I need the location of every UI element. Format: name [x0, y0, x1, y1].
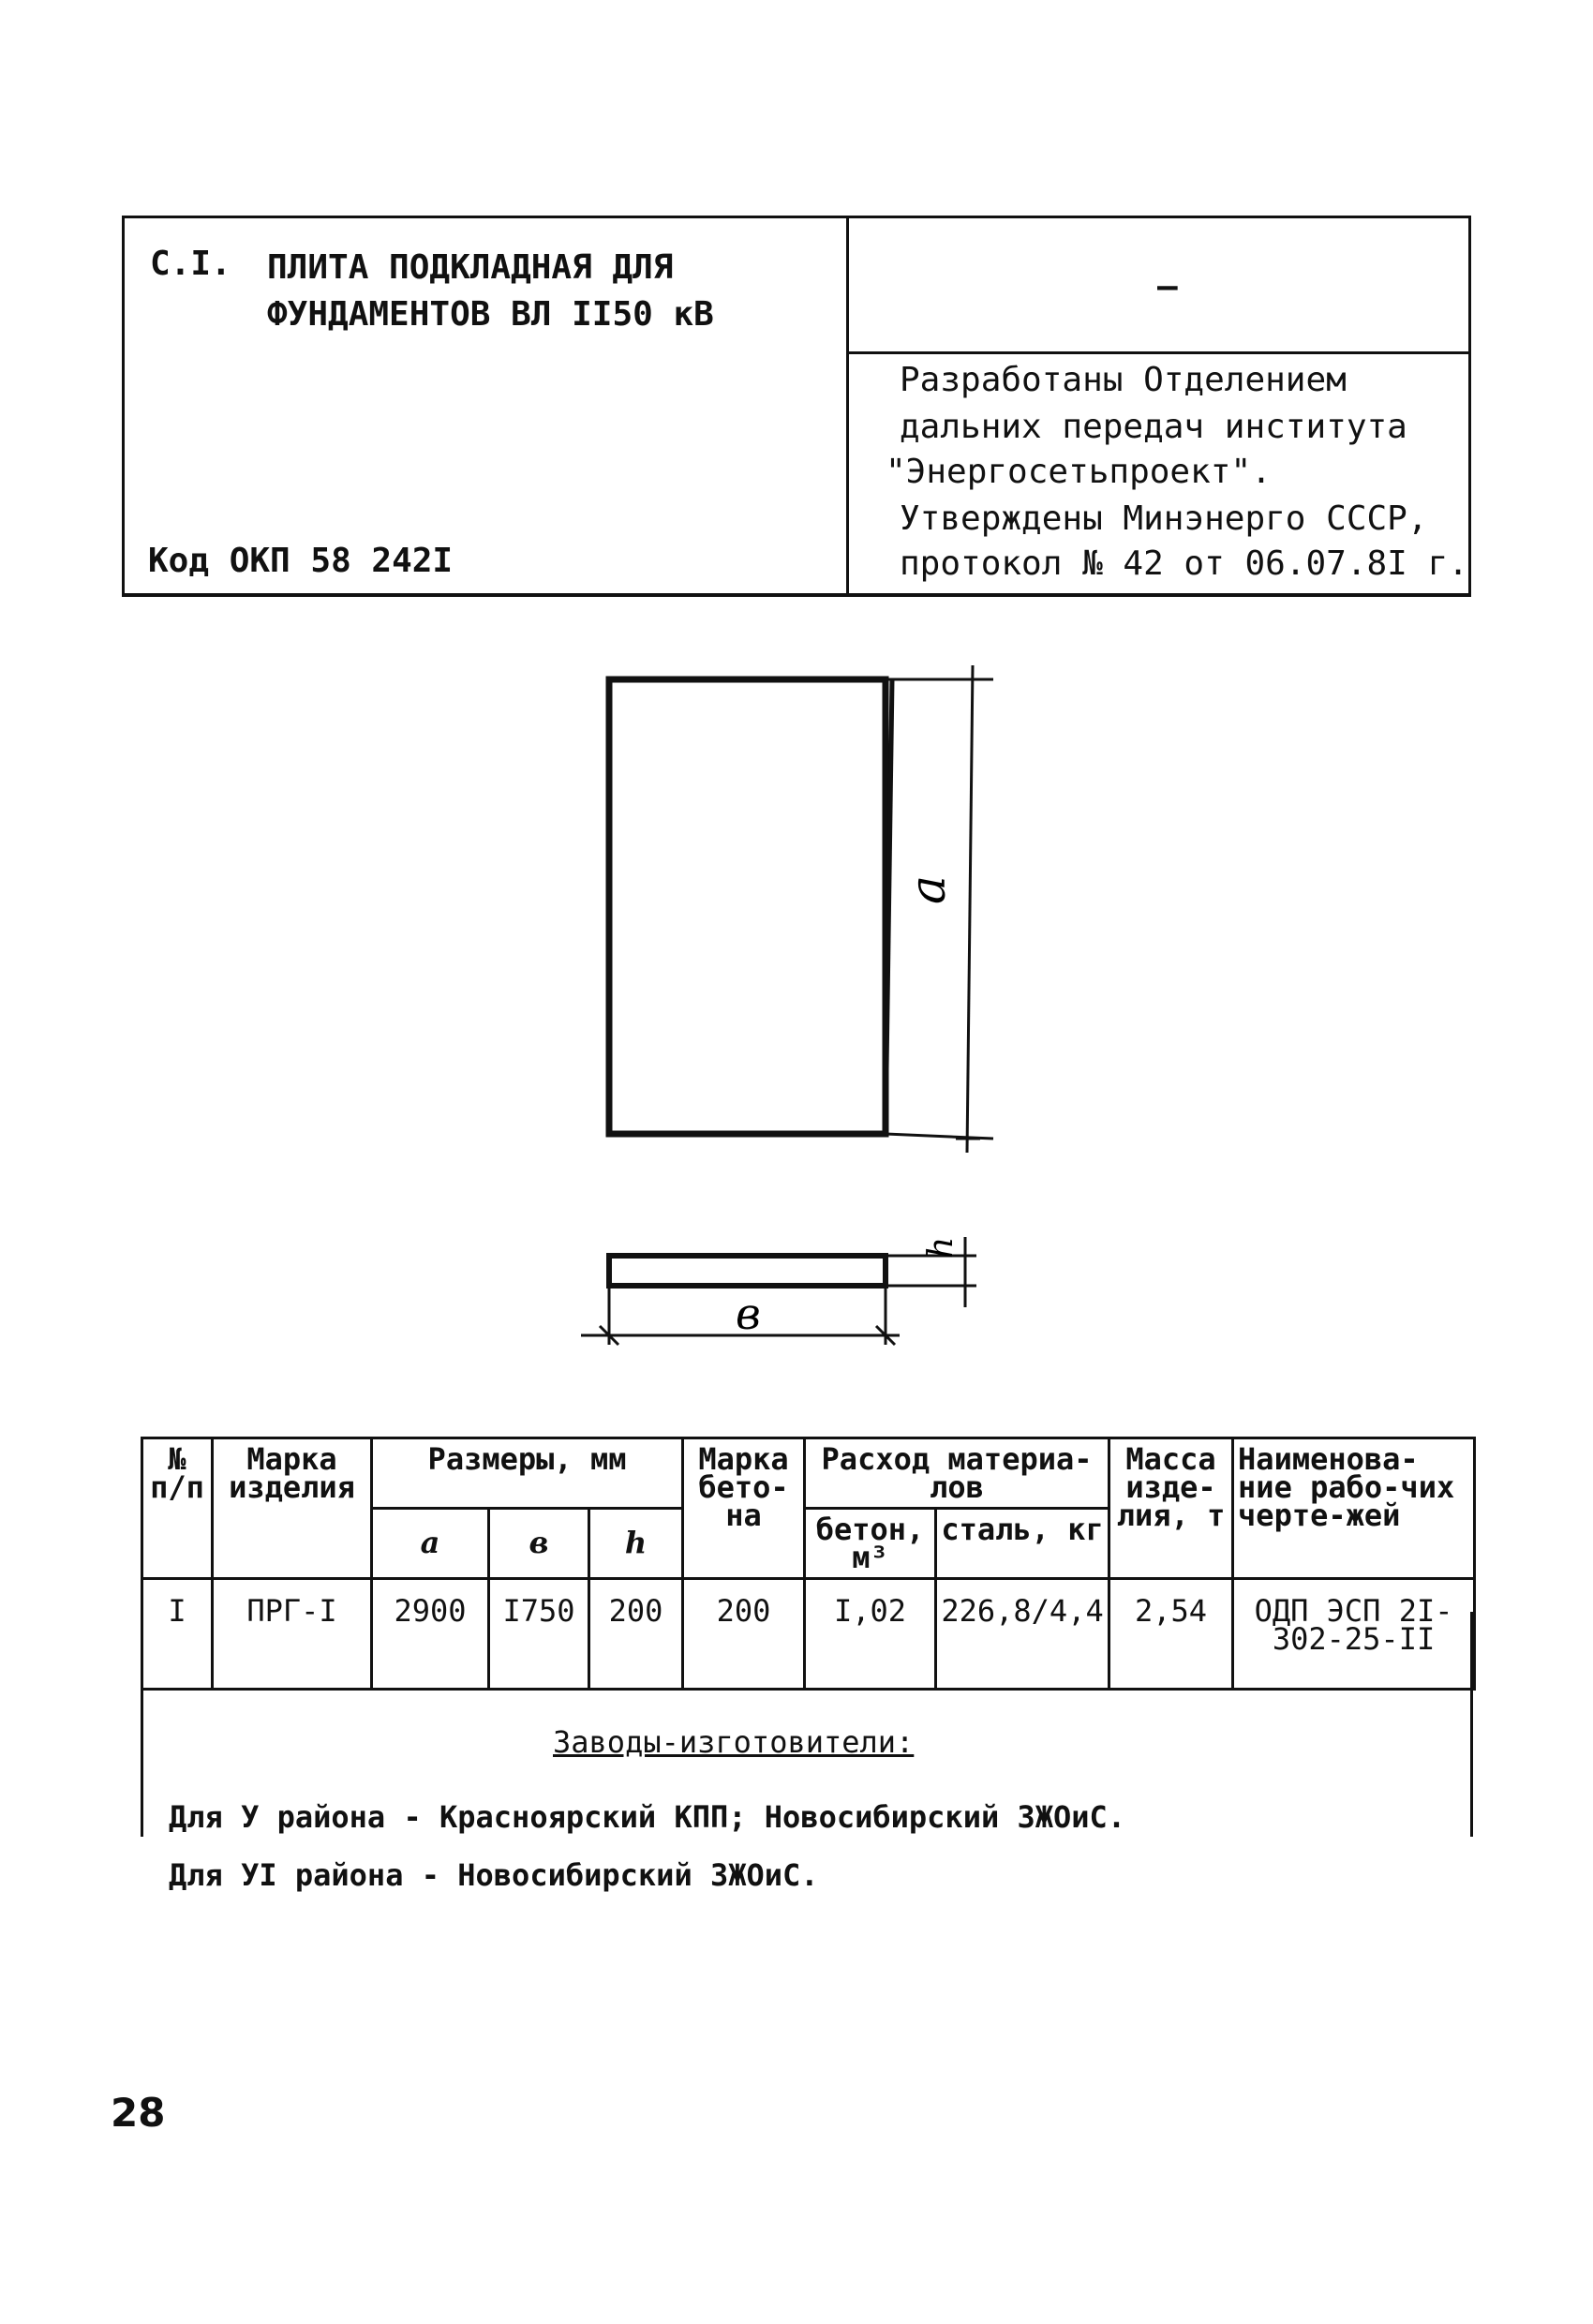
header-dim-h: h — [589, 1509, 683, 1579]
cell-num: I — [142, 1579, 213, 1690]
header-dim-b: в — [489, 1509, 589, 1579]
cell-h: 200 — [589, 1579, 683, 1690]
cell-mark: ПРГ-I — [213, 1579, 372, 1690]
cell-mass: 2,54 — [1109, 1579, 1233, 1690]
dimension-label-b: в — [736, 1289, 761, 1339]
cell-drawings: ОДП ЭСП 2I-302-25-II — [1233, 1579, 1475, 1690]
cell-concrete-grade: 200 — [683, 1579, 805, 1690]
header-drawings: Наименова-ние рабо-чих черте-жей — [1233, 1438, 1475, 1579]
developer-line-1: Разработаны Отделением — [900, 361, 1347, 399]
header-materials: Расход материа-лов — [805, 1438, 1109, 1509]
cell-steel: 226,8/4,4 — [936, 1579, 1109, 1690]
dimension-line-a — [967, 665, 973, 1153]
title-line-1: ПЛИТА ПОДКЛАДНАЯ ДЛЯ — [267, 248, 674, 287]
header-mark: Марка изделия — [213, 1438, 372, 1579]
right-top-dash: — — [1157, 267, 1178, 305]
header-dims: Размеры, мм — [372, 1438, 683, 1509]
cell-b: I750 — [489, 1579, 589, 1690]
header-divider-vertical — [846, 216, 849, 597]
product-code: Код ОКП 58 242I — [148, 542, 454, 580]
table-header-row — [142, 1438, 1475, 1509]
factories-line-2: Для УI района - Новосибирский ЗЖОиС. — [169, 1857, 819, 1893]
header-concrete-volume: бетон, м³ — [805, 1509, 936, 1579]
section-number: С.I. — [150, 245, 231, 283]
title-line-2: ФУНДАМЕНТОВ ВЛ II50 кВ — [267, 295, 714, 334]
approval-line-2: протокол № 42 от 06.07.8I г. — [900, 544, 1468, 583]
slab-drawing — [562, 647, 1031, 1378]
page-number: 28 — [111, 2090, 166, 2136]
header-divider-horizontal — [846, 351, 1471, 354]
dimension-label-h: h — [922, 1236, 960, 1259]
slab-plan-outline — [609, 679, 886, 1134]
factories-line-1: Для У района - Красноярский КПП; Новосибирский ЗЖОиС. — [169, 1799, 1126, 1835]
header-num: № п/п — [142, 1438, 213, 1579]
header-dim-a: a — [372, 1509, 489, 1579]
developer-line-3: "Энергосетьпроект". — [886, 453, 1272, 491]
approval-line-1: Утверждены Минэнерго СССР, — [900, 499, 1428, 538]
factories-title: Заводы-изготовители: — [553, 1724, 915, 1760]
cell-a: 2900 — [372, 1579, 489, 1690]
header-mass: Масса изде-лия, т — [1109, 1438, 1233, 1579]
developer-line-2: дальних передач института — [900, 408, 1407, 446]
slab-side-outline — [609, 1256, 886, 1286]
header-steel: сталь, кг — [936, 1509, 1109, 1579]
header-concrete-grade: Марка бето-на — [683, 1438, 805, 1579]
dimension-label-a: a — [901, 874, 957, 904]
cell-concrete-volume: I,02 — [805, 1579, 936, 1690]
